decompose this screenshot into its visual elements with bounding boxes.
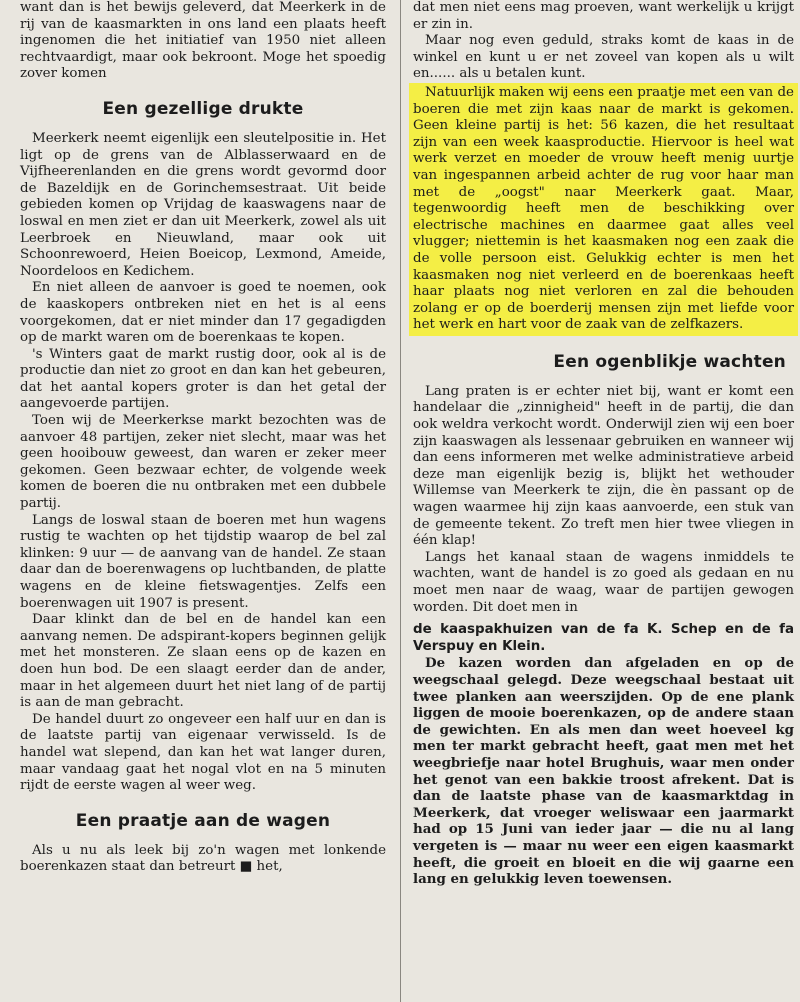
left-paragraph-3: 's Winters gaat de markt rustig door, ook al is de productie dan niet zo groot en dan kan het gebeuren, dat het aantal kopers groter is dan het getal der aangevoerde partijen.	[20, 346, 386, 412]
heading-een-praatje-aan-de-wagen: Een praatje aan de wagen	[75, 810, 331, 831]
right-paragraph-2: Lang praten is er echter niet bij, want er komt een handelaar die „zinnigheid" heeft in de partij, die dan ook weldra verkocht wordt. Onderwijl zien wij een boer zijn kaaswagen als lessenaar gebruiken en wanneer wij dan eens informeren met welke administratieve arbeid deze man eigenlijk bezig is, blijkt het wethouder Willemse van Meerkerk te zijn, die èn passant op de wagen waarmee hij zijn kaas aanvoerde, een stuk van de gemeente tekent. Zo treft men hier twee vliegen in één klap!	[413, 383, 794, 549]
highlighted-paragraph: Natuurlijk maken wij eens een praatje met een van de boeren die met zijn kaas naar de markt is gekomen. Geen kleine partij is het: 56 kazen, die het resultaat zijn van een week kaasproductie. Hiervoor is heel wat werk verzet en moeder de vrouw heeft menig uurtje van ingespannen arbeid achter de rug voor haar man met de „oogst" naar Meerkerk gaat. Maar, tegenwoordig heeft men de beschikking over electrische machines en daarmee gaat alles veel vlugger; niettemin is het kaasmaken nog een zaak die de volle persoon eist. Gelukkig echter is men het kaasmaken nog niet verleerd en de boerenkaas heeft haar plaats nog niet verloren en zal die behouden zolang er op de boerderij mensen zijn met liefde voor het werk en hart voor de zaak van de zelfkazers.	[413, 84, 794, 333]
heading-een-ogenblikje-wachten: Een ogenblikje wachten	[553, 351, 786, 372]
right-column	[405, 0, 800, 1002]
highlighted-passage	[409, 83, 798, 336]
column-divider	[400, 0, 401, 1002]
subheading-kaaspakhuizen: de kaaspakhuizen van de fa K. Schep en de fa Verspuy en Klein.	[413, 622, 794, 654]
left-paragraph-6: Daar klinkt dan de bel en de handel kan een aanvang nemen. De adspirant-kopers beginnen gelijk met het monsteren. Ze slaan eens op de kazen en doen hun bod. De een slaagt eerder dan de ander, maar in het algemeen duurt het niet lang of de partij is aan de man gebracht.	[20, 612, 386, 711]
left-paragraph-1: Meerkerk neemt eigenlijk een sleutelpositie in. Het ligt op de grens van de Alblasserwaard en de Vijfheerenlanden en die grens wordt gevormd door de Bazeldijk en de Gorinchemsestraat. Uit beide gebieden komen op Vrijdag de kaaswagens naar de loswal en men ziet er dan uit Meerkerk, zowel als uit Leerbroek en Nieuwland, maar ook uit Schoonrewoerd, Heien Boeicop, Lexmond, Ameide, Noordeloos en Kedichem.	[20, 130, 386, 279]
left-paragraph-2: En niet alleen de aanvoer is goed te noemen, ook de kaaskopers ontbreken niet en het is al eens voorgekomen, dat er niet minder dan 17 gegadigden op de markt waren om de boerenkaas te kopen.	[20, 280, 386, 346]
heading-een-gezellige-drukte: Een gezellige drukte	[102, 98, 304, 119]
right-paragraph-4: De kazen worden dan afgeladen en op de weegschaal gelegd. Deze weegschaal bestaat uit twee planken aan weerszijden. Op de ene plank liggen de mooie boerenkazen, op de andere staan de gewichten. En als men dan weet hoeveel kg men ter markt gebracht heeft, gaat men met het weegbriefje naar hotel Brughuis, waar men onder het genot van een bakkie troost afrekent. Dat is dan de laatste phase van de kaasmarktdag in Meerkerk, dat vroeger weliswaar een jaarmarkt had op 15 Juni van ieder jaar — die nu al lang vergeten is — maar nu weer een eigen kaasmarkt heeft, die groeit en bloeit en die wij gaarne een lang en gelukkig leven toewensen.	[413, 655, 794, 888]
left-paragraph-5: Langs de loswal staan de boeren met hun wagens rustig te wachten op het tijdstip waarop de bel zal klinken: 9 uur — de aanvang van de handel. Ze staan daar dan de boerenwagens op luchtbanden, de platte wagens en de kleine fietswagentjes. Zelfs een boerenwagen uit 1907 is present.	[20, 512, 386, 611]
left-paragraph-7: De handel duurt zo ongeveer een half uur en dan is de laatste partij van eigenaar verwisseld. Is de handel wat slepend, dan kan het wat langer duren, maar vandaag gaat het nogal vlot en na 5 minuten rijdt de eerste wagen al weer weg.	[20, 711, 386, 794]
right-paragraph-1: Maar nog even geduld, straks komt de kaas in de winkel en kunt u er net zoveel van kopen als u wilt en...... als u betalen kunt.	[413, 33, 794, 82]
right-intro-paragraph: dat men niet eens mag proeven, want werkelijk u krijgt er zin in.	[413, 0, 794, 32]
left-intro-paragraph: want dan is het bewijs geleverd, dat Meerkerk in de rij van de kaasmarkten in ons land een plaats heeft ingenomen die het initiatief van 1950 niet alleen rechtvaardigt, maar ook bekroont. Moge het spoedig zover komen	[20, 0, 386, 82]
right-paragraph-3: Langs het kanaal staan de wagens inmiddels te wachten, want de handel is zo goed als gedaan en nu moet men naar de waag, waar de partijen gewogen worden. Dit doet men in	[413, 549, 794, 615]
left-paragraph-8: Als u nu als leek bij zo'n wagen met lonkende boerenkazen staat dan betreurt ■ het,	[20, 842, 386, 875]
left-column	[0, 0, 394, 1002]
left-paragraph-4: Toen wij de Meerkerkse markt bezochten was de aanvoer 48 partijen, zeker niet slecht, maar was het geen hooibouw geweest, dan waren er zeker meer gekomen. Geen bezwaar echter, de volgende week komen de boeren die nu ontbraken met een dubbele partij.	[20, 413, 386, 512]
